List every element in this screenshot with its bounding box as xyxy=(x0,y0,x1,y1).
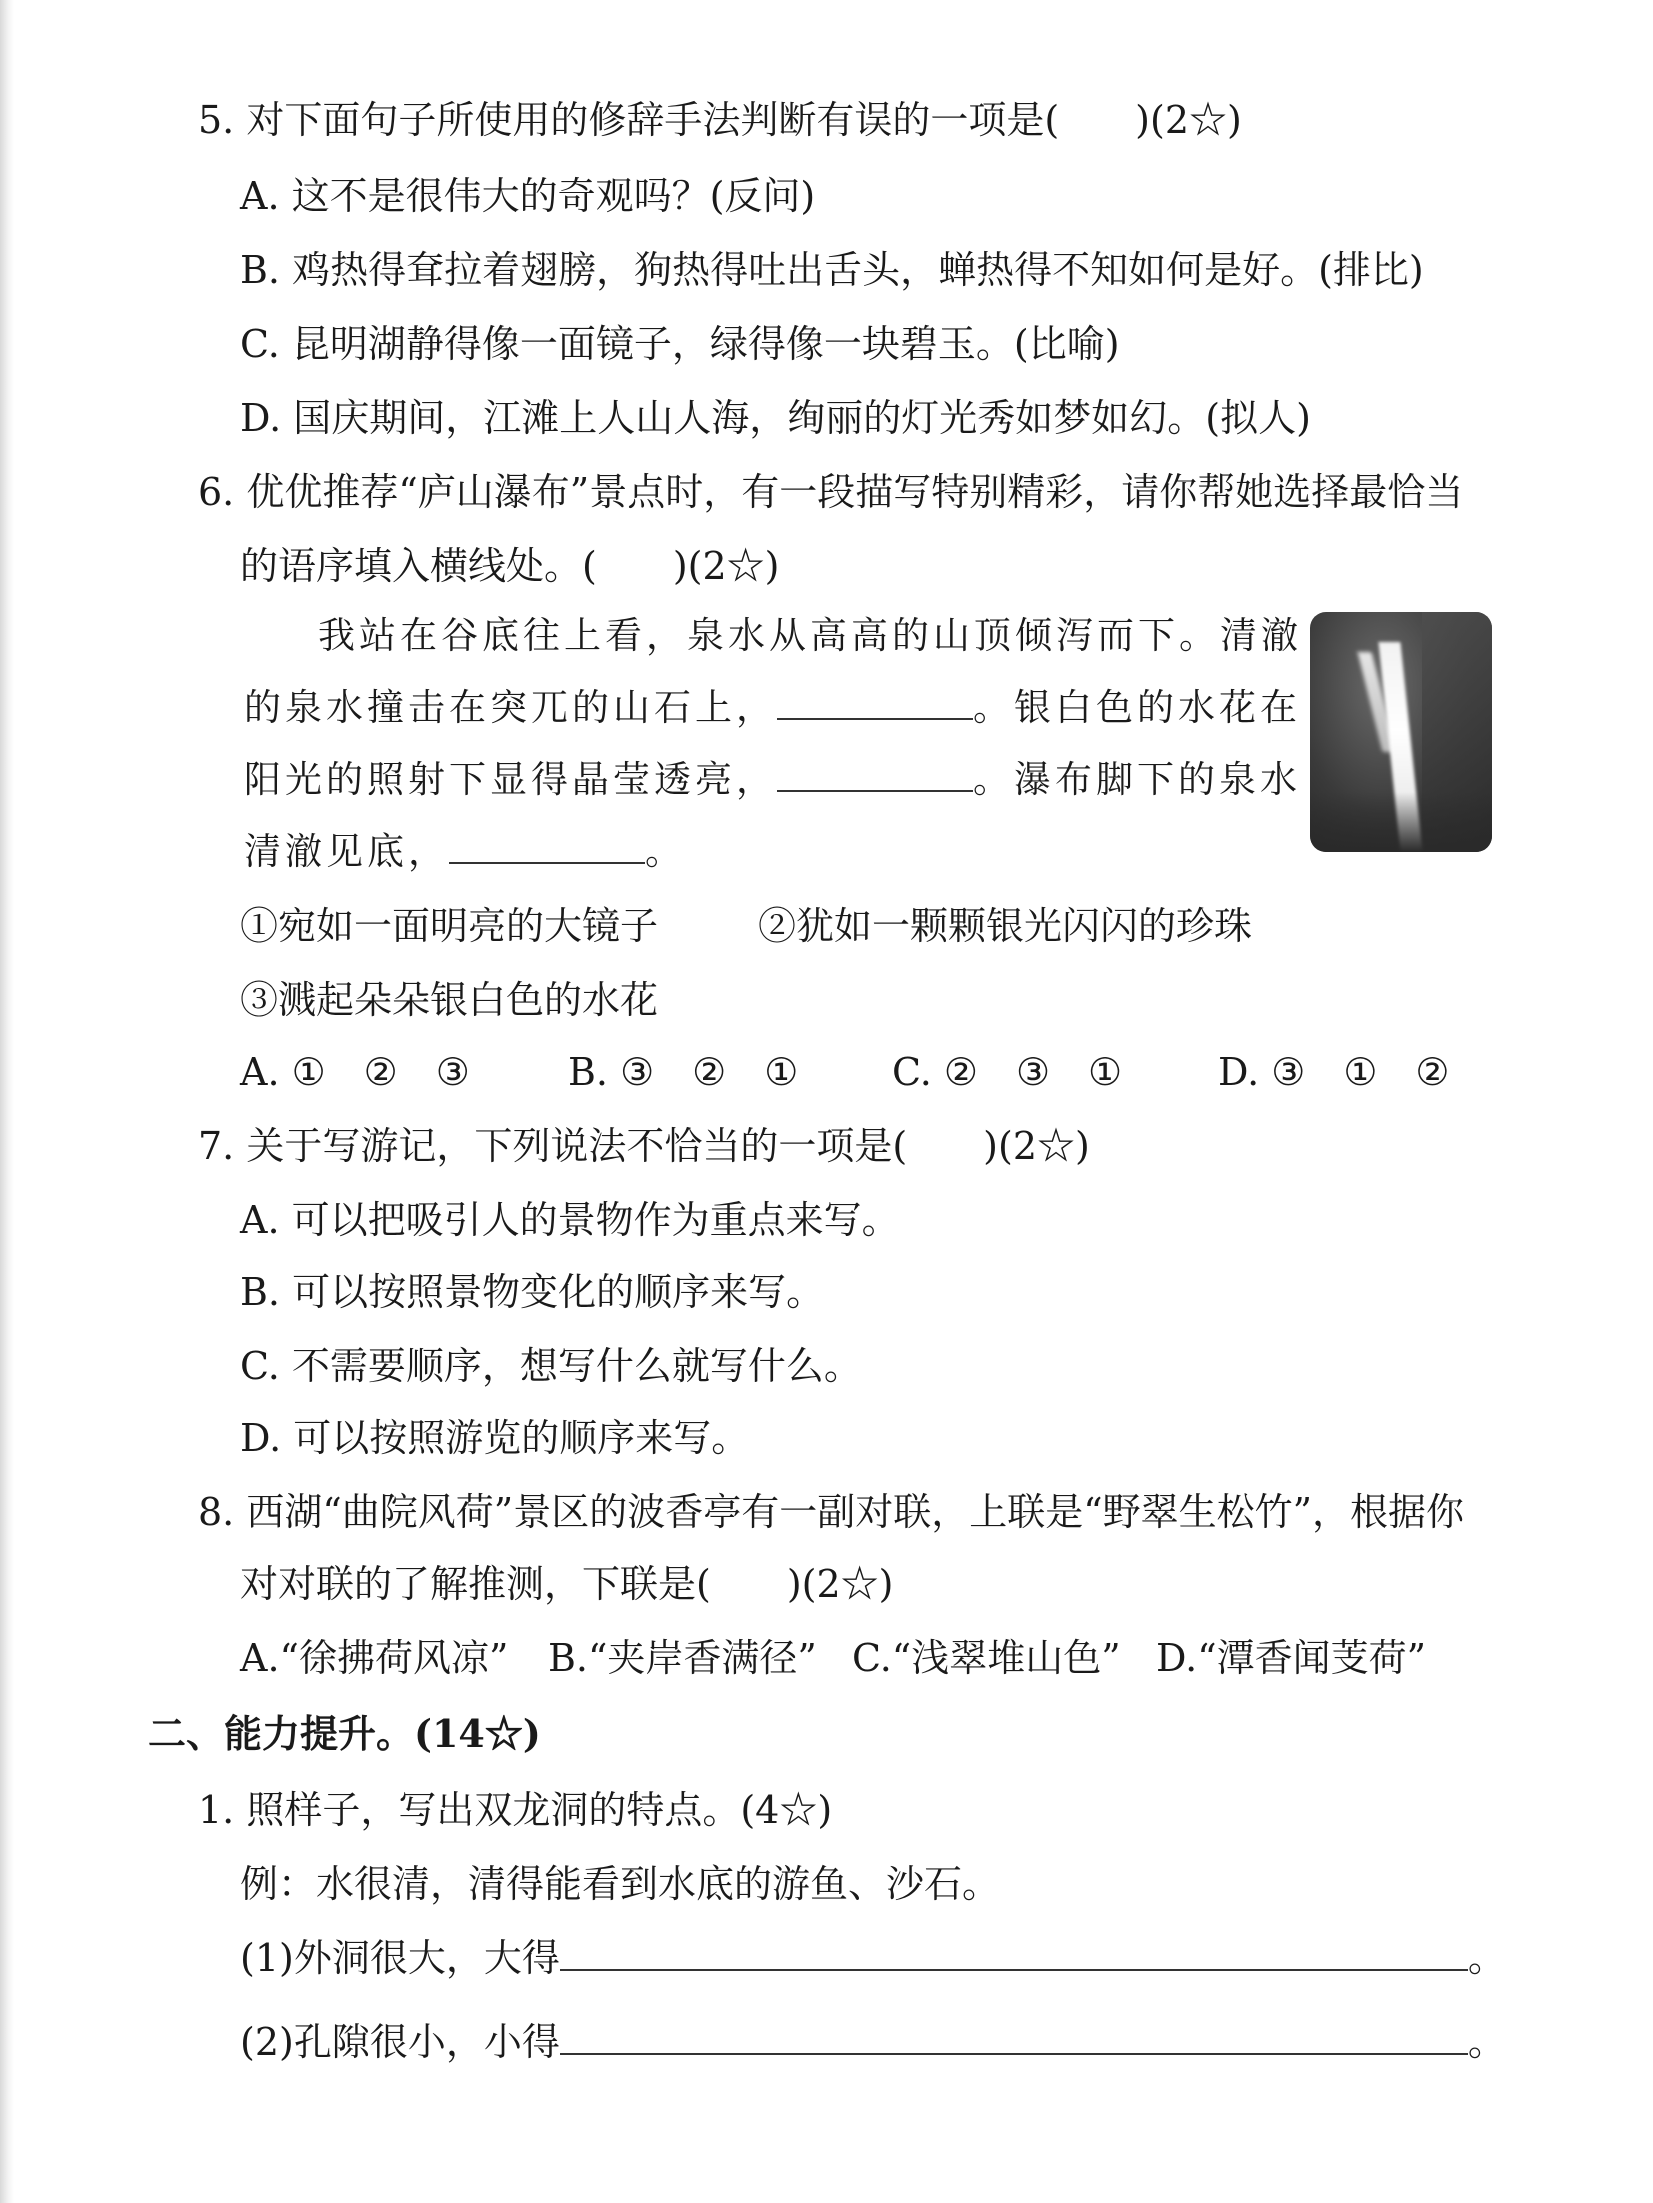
q5-option-c: C. 昆明湖静得像一面镜子，绿得像一块碧玉。(比喻) xyxy=(240,322,1120,366)
q6-choice-2: ②犹如一颗颗银光闪闪的珍珠 xyxy=(758,904,1253,948)
q6-option-b: B. ③ ② ① xyxy=(568,1050,799,1094)
q7-option-a: A. 可以把吸引人的景物作为重点来写。 xyxy=(240,1198,900,1242)
q6-passage-line3 xyxy=(244,756,1301,804)
end-mark: 。 xyxy=(1467,1936,1506,1980)
q8-stem-line2: 对对联的了解推测，下联是( )(2☆) xyxy=(240,1562,894,1606)
q6-option-c: C. ② ③ ① xyxy=(892,1050,1123,1094)
q5-option-b: B. 鸡热得耷拉着翅膀，狗热得吐出舌头，蝉热得不知如何是好。(排比) xyxy=(240,248,1424,292)
q8-option-c: C.“浅翠堆山色” xyxy=(852,1636,1121,1680)
q6-passage-line4 xyxy=(244,828,686,876)
fill-blank-3[interactable] xyxy=(449,828,645,864)
q6-passage-line1: 我站在谷底往上看，泉水从高高的山顶倾泻而下。清澈 xyxy=(318,614,1302,657)
q7-option-d: D. 可以按照游览的顺序来写。 xyxy=(240,1416,750,1460)
section2-q1-stem: 1. 照样子，写出双龙洞的特点。(4☆) xyxy=(198,1788,833,1832)
answer-line-2[interactable] xyxy=(560,2019,1468,2055)
q8-option-b: B.“夹岸香满径” xyxy=(548,1636,817,1680)
passage-text: 阳光的照射下显得晶莹透亮， xyxy=(244,758,777,801)
passage-text: 。 xyxy=(645,830,686,873)
q5-option-a: A. 这不是很伟大的奇观吗？(反问) xyxy=(240,174,816,218)
q7-option-b: B. 可以按照景物变化的顺序来写。 xyxy=(240,1270,825,1314)
fill-blank-2[interactable] xyxy=(777,756,973,792)
q6-option-d: D. ③ ① ② xyxy=(1218,1050,1450,1094)
q8-stem-line1: 8. 西湖“曲院风荷”景区的波香亭有一副对联，上联是“野翠生松竹”，根据你 xyxy=(198,1490,1465,1534)
q7-option-c: C. 不需要顺序，想写什么就写什么。 xyxy=(240,1344,862,1388)
section2-item1 xyxy=(240,1934,1506,1982)
item1-text: (1)外洞很大，大得 xyxy=(240,1936,560,1980)
passage-text: 。银白色的水花在 xyxy=(973,686,1301,729)
item2-text: (2)孔隙很小，小得 xyxy=(240,2020,560,2064)
passage-text: 清澈见底， xyxy=(244,830,449,873)
q7-stem: 7. 关于写游记，下列说法不恰当的一项是( )(2☆) xyxy=(198,1124,1090,1168)
section2-heading: 二、能力提升。(14☆) xyxy=(148,1711,541,1756)
passage-text: 。瀑布脚下的泉水 xyxy=(973,758,1301,801)
section2-example: 例：水很清，清得能看到水底的游鱼、沙石。 xyxy=(240,1862,1001,1906)
q8-option-d: D.“潭香闻芰荷” xyxy=(1156,1636,1427,1680)
q6-option-a: A. ① ② ③ xyxy=(240,1050,470,1094)
fill-blank-1[interactable] xyxy=(777,684,973,720)
q6-passage-line2 xyxy=(244,684,1301,732)
waterfall-photo xyxy=(1310,612,1492,852)
q5-option-d: D. 国庆期间，江滩上人山人海，绚丽的灯光秀如梦如幻。(拟人) xyxy=(240,396,1311,440)
answer-line-1[interactable] xyxy=(560,1935,1468,1971)
q8-option-a: A.“徐拂荷风凉” xyxy=(240,1636,509,1680)
end-mark: 。 xyxy=(1467,2020,1506,2064)
q6-stem-line2: 的语序填入横线处。( )(2☆) xyxy=(240,544,780,588)
passage-text: 的泉水撞击在突兀的山石上， xyxy=(244,686,777,729)
page-binding-shadow xyxy=(0,0,14,2203)
photo-rocks xyxy=(1310,792,1492,852)
section2-item2 xyxy=(240,2018,1506,2066)
q6-choice-1: ①宛如一面明亮的大镜子 xyxy=(240,904,659,948)
q6-choice-3: ③溅起朵朵银白色的水花 xyxy=(240,978,659,1022)
q5-stem: 5. 对下面句子所使用的修辞手法判断有误的一项是( )(2☆) xyxy=(198,98,1242,142)
q6-stem-line1: 6. 优优推荐“庐山瀑布”景点时，有一段描写特别精彩，请你帮她选择最恰当 xyxy=(198,470,1464,514)
